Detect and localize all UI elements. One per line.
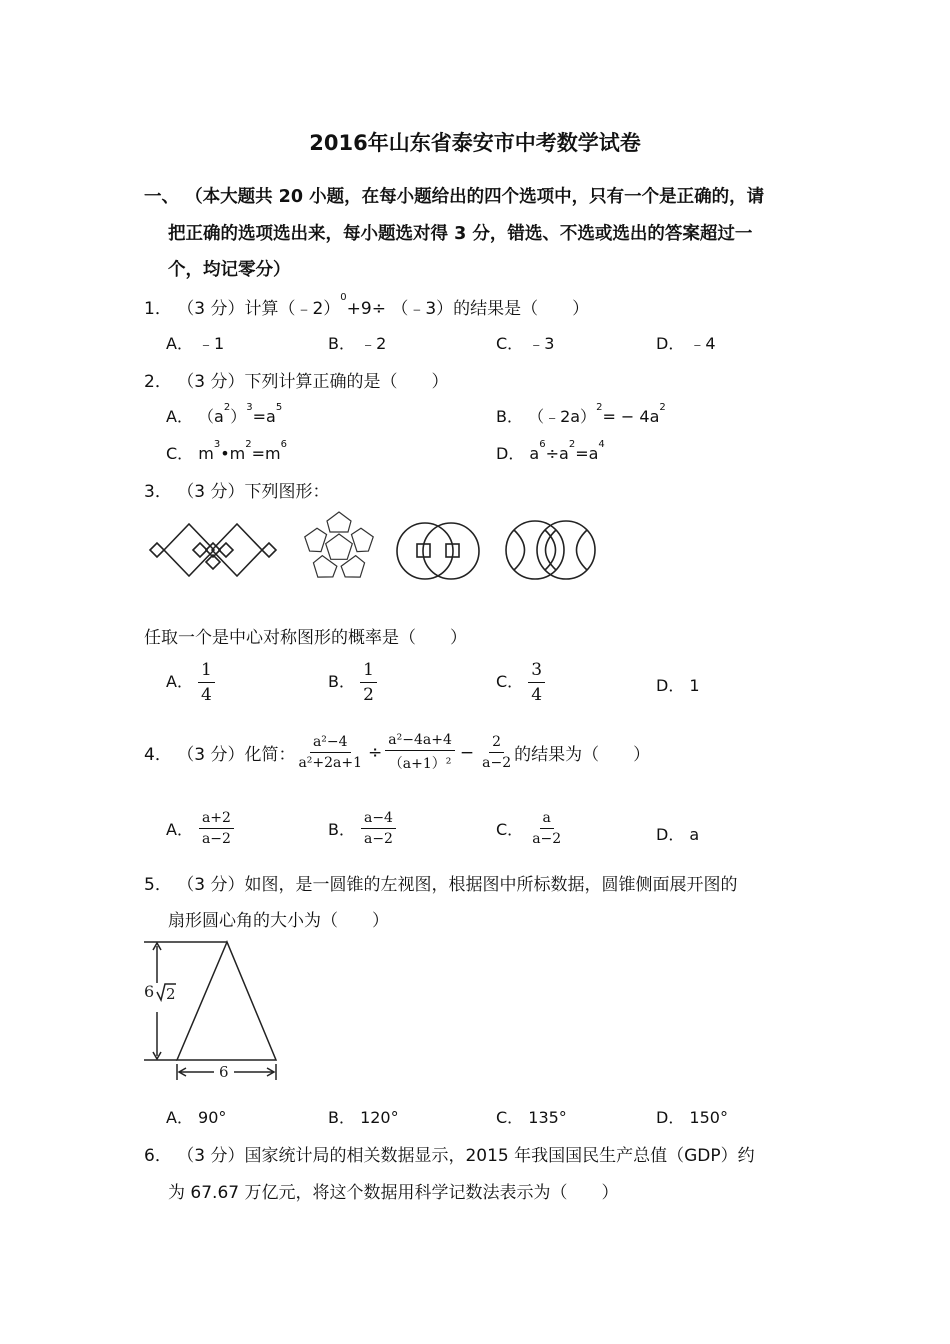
question-1: 1． （3 分）计算（﹣2）$^0$+9÷ （﹣3）的结果是（ ）: [144, 292, 590, 319]
section-heading-line2: 把正确的选项选出来，每小题选对得 3 分，错选、不选或选出的答案超过一: [168, 224, 753, 244]
q1-option-d[interactable]: D． ﹣4: [656, 334, 716, 353]
question-5-line1: 5． （3 分）如图，是一圆锥的左视图，根据图中所标数据，圆锥侧面展开图的: [144, 875, 738, 895]
q2-option-d[interactable]: D． $a^6\div a^2=a^4$: [496, 439, 605, 463]
q5-option-c[interactable]: C． 135°: [496, 1108, 567, 1127]
cone-height-label: 6: [144, 982, 155, 1001]
q3-question: 任取一个是中心对称图形的概率是（ ）: [144, 628, 467, 648]
q1-option-b[interactable]: B． ﹣2: [328, 334, 387, 353]
q4-option-b[interactable]: B． $\frac{a-4}{a-2}$: [328, 810, 396, 847]
cone-base-label: 6: [219, 1063, 229, 1081]
page-title: 2016年山东省泰安市中考数学试卷: [309, 131, 641, 155]
q2-option-b[interactable]: B． （﹣2a）$^2$= − $4a^2$: [496, 402, 666, 426]
question-4: 4． （3 分）化简： $\frac{\text{a²−4}}{\text{a²+2a+1}}$ ÷ $\frac{\text{a²−4a+4}}{\text{（a+1）²}}$ − $\frac{2}{a-2}$ 的结果为（ ）: [144, 732, 651, 772]
q1-option-a[interactable]: A． ﹣1: [166, 334, 225, 353]
q3-option-c[interactable]: C． $\frac{3}{4}$: [496, 660, 545, 705]
question-3: 3． （3 分）下列图形：: [144, 482, 330, 502]
figure-two-coins: [393, 518, 485, 584]
question-6-line2: 为 67.67 万亿元，将这个数据用科学记数法表示为（ ）: [168, 1183, 619, 1203]
q2-option-a[interactable]: A． $(a^2)^3=a^5$: [166, 402, 283, 426]
q3-option-a[interactable]: A． $\frac{1}{4}$: [166, 660, 215, 705]
q3-option-d[interactable]: D． 1: [656, 676, 700, 695]
q1-option-c[interactable]: C． ﹣3: [496, 334, 555, 353]
question-2: 2． （3 分）下列计算正确的是（ ）: [144, 372, 449, 392]
section-heading-line3: 个，均记零分）: [168, 260, 291, 280]
q3-option-b[interactable]: B． $\frac{1}{2}$: [328, 660, 377, 705]
figure-cone-side-view: [140, 936, 282, 1086]
q5-option-d[interactable]: D． 150°: [656, 1108, 728, 1127]
figure-linked-diamonds: [146, 518, 280, 582]
q5-option-b[interactable]: B． 120°: [328, 1108, 399, 1127]
cone-height-root: 2: [166, 985, 176, 1003]
question-5-line2: 扇形圆心角的大小为（ ）: [168, 911, 389, 931]
figure-two-circles-arcs: [502, 516, 600, 584]
q5-option-a[interactable]: A． 90°: [166, 1108, 227, 1127]
q4-option-a[interactable]: A． $\frac{a+2}{a-2}$: [166, 810, 234, 847]
q4-option-c[interactable]: C． $\frac{a}{a-2}$: [496, 810, 562, 847]
question-6-line1: 6． （3 分）国家统计局的相关数据显示，2015 年我国国民生产总值（GDP）约: [144, 1146, 755, 1166]
section-heading-line1: 一、 （本大题共 20 小题，在每小题给出的四个选项中，只有一个是正确的，请: [144, 187, 765, 207]
q4-option-d[interactable]: D． a: [656, 825, 700, 844]
figure-pentagon-flower: [300, 508, 378, 588]
q2-option-c[interactable]: C． $m^3•m^2=m^6$: [166, 439, 288, 463]
